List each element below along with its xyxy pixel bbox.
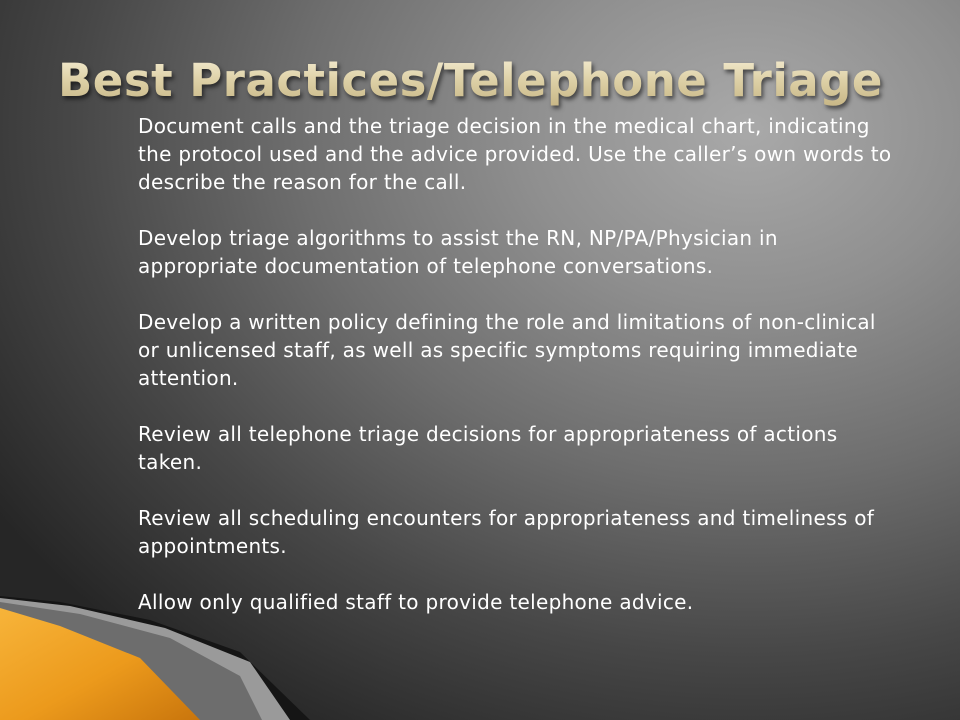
slide-body	[138, 112, 898, 616]
paragraph-review-triage: Review all telephone triage decisions for appropriateness of actions taken.	[138, 422, 838, 474]
paragraph-triage-algorithms: Develop triage algorithms to assist the RN, NP/PA/Physician in appropriate documentation of telephone conversations.	[138, 226, 778, 278]
paragraph-review-scheduling: Review all scheduling encounters for appropriateness and timeliness of appointments.	[138, 506, 875, 558]
paragraph-written-policy: Develop a written policy defining the role and limitations of non-clinical or unlicensed staff, as well as specific symptoms requiring immediate attention.	[138, 310, 876, 390]
paragraph-document-calls: Document calls and the triage decision in the medical chart, indicating the protocol used and the advice provided. Use the caller’s own words to describe the reason for the call.	[138, 114, 892, 194]
decorative-corner-ribbon	[0, 580, 320, 720]
paragraph-qualified-staff: Allow only qualified staff to provide telephone advice.	[138, 590, 694, 614]
slide-title: Best Practices/Telephone Triage	[58, 54, 883, 107]
